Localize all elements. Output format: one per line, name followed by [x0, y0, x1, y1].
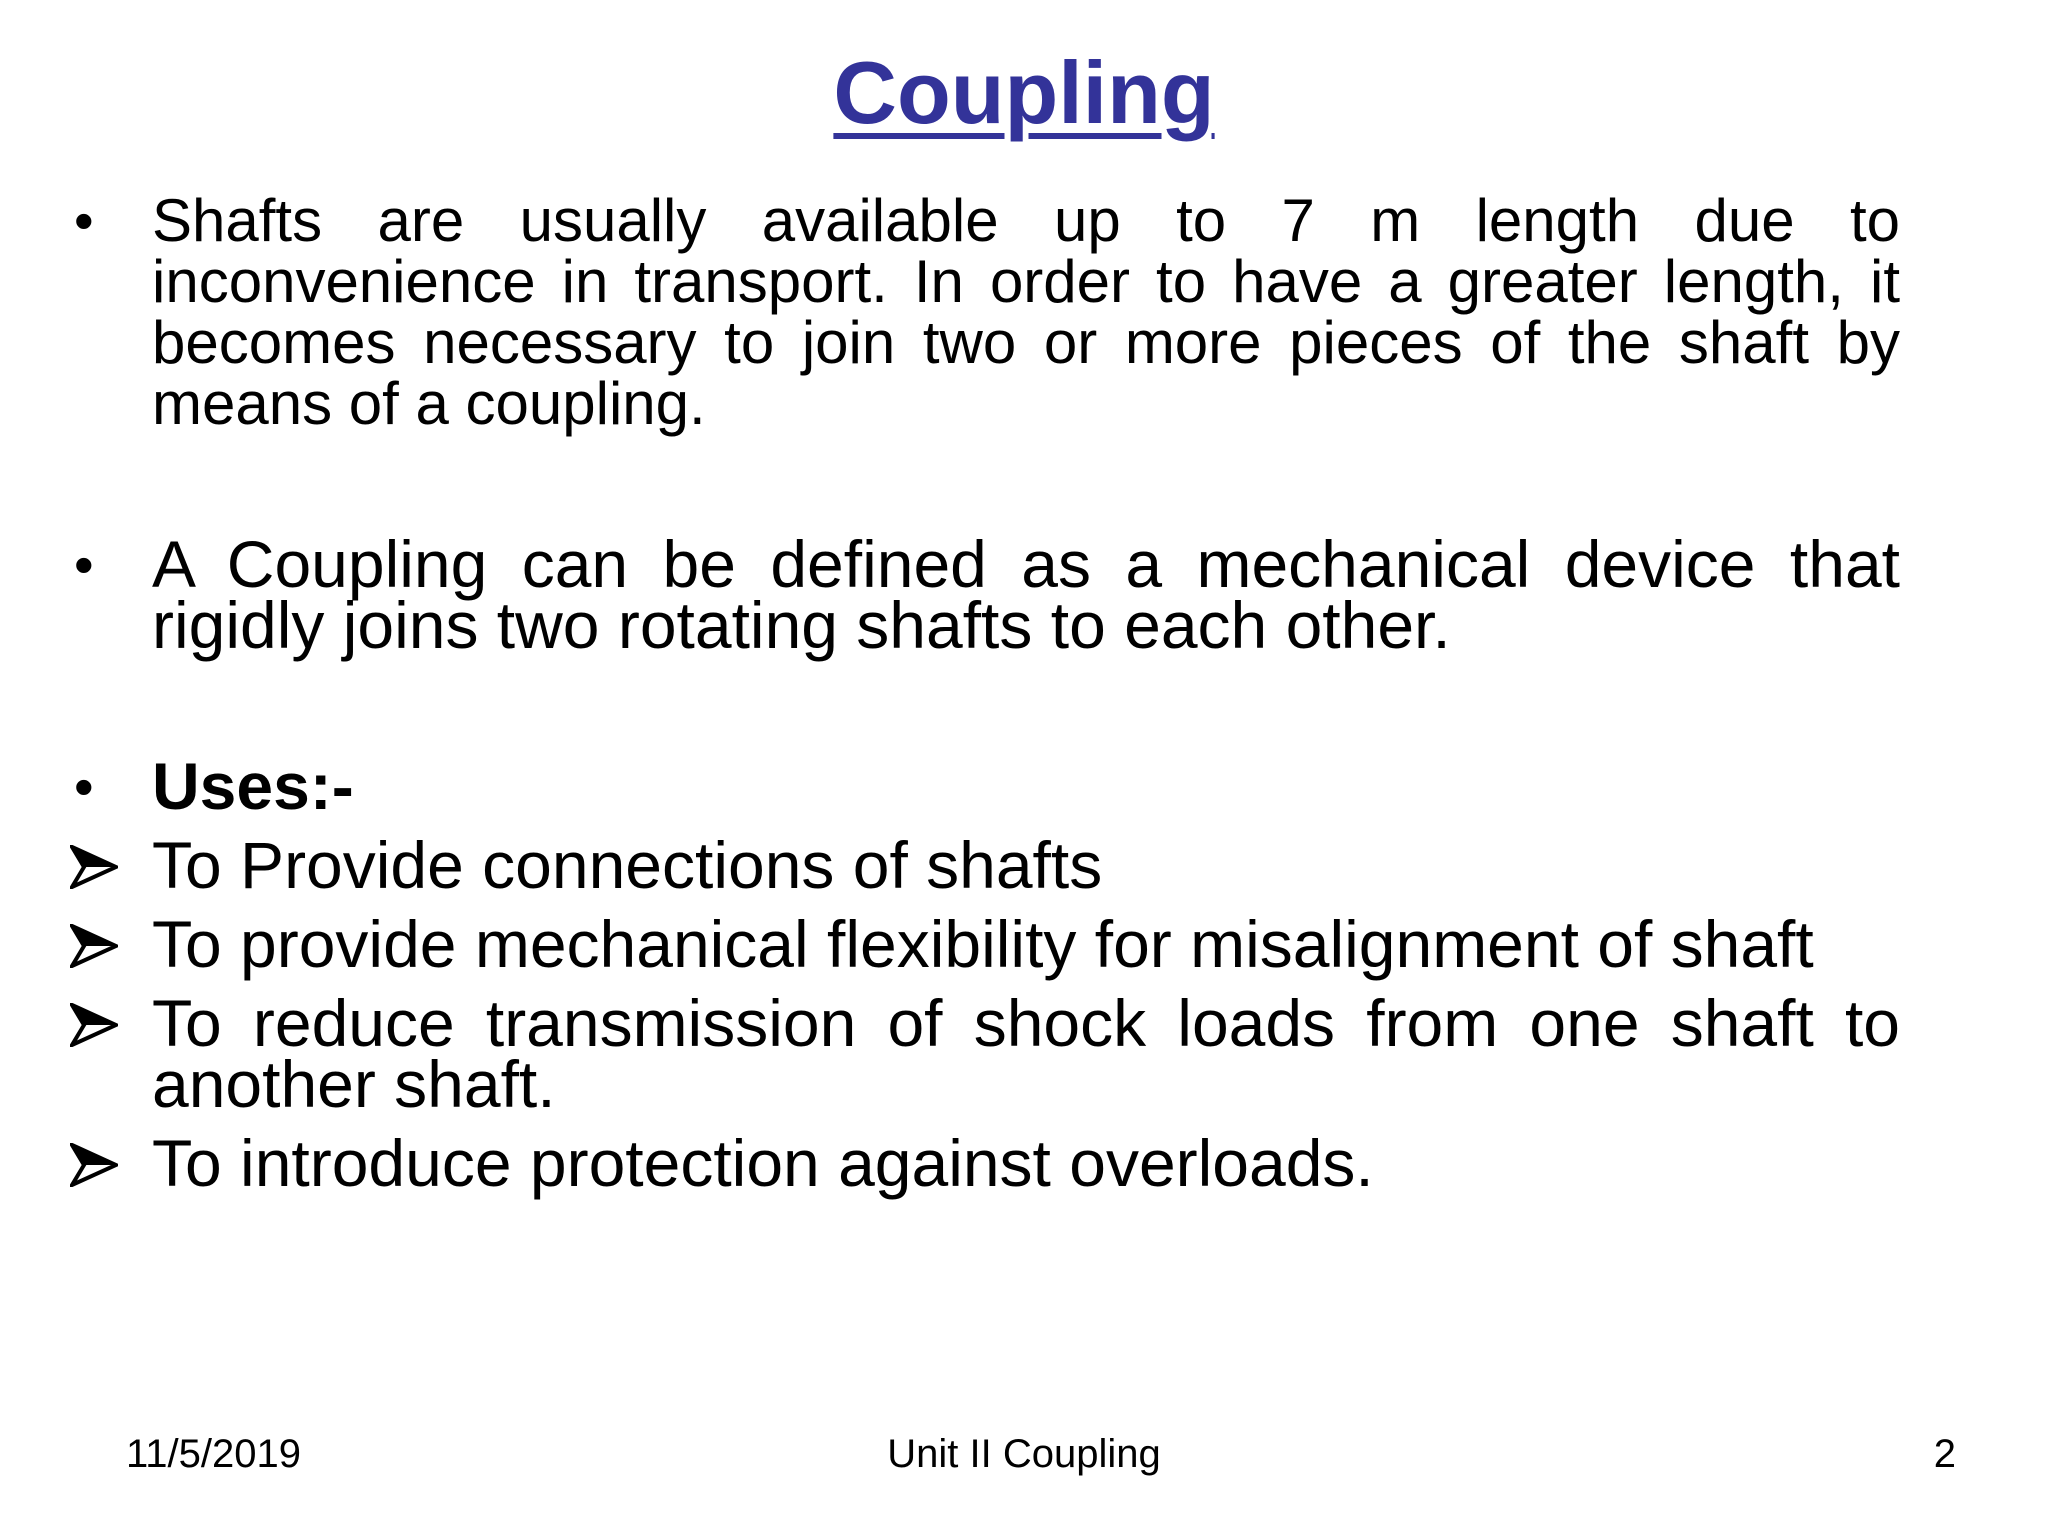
uses-text: To Provide connections of shafts	[152, 828, 1103, 902]
bullet-text: Shafts are usually available up to 7 m length due to inconvenience in transport. In order to have a greater length, it becomes necessary to join two or more pieces of the shaft by means of a coupling.	[152, 187, 1900, 437]
uses-text: To provide mechanical flexibility for misalignment of shaft	[152, 907, 1814, 981]
uses-text: To introduce protection against overloads.	[152, 1126, 1374, 1200]
bullet-text: A Coupling can be defined as a mechanical device that rigidly joins two rotating shafts to each other.	[152, 527, 1900, 662]
bullet-item	[70, 527, 1900, 662]
bullet-item	[70, 187, 1900, 437]
slide-body	[70, 187, 1900, 1200]
page-number: 2	[1933, 1432, 1956, 1476]
uses-heading: Uses:-	[152, 749, 354, 823]
uses-item	[70, 828, 1900, 902]
bullet-dot-icon: •	[74, 755, 94, 818]
slide-title: Coupling	[833, 43, 1215, 142]
arrow-bullet-icon	[70, 835, 140, 889]
footer-title: Unit II Coupling	[887, 1432, 1161, 1476]
arrow-bullet-icon	[70, 993, 140, 1047]
footer-date: 11/5/2019	[126, 1432, 301, 1476]
uses-item	[70, 907, 1900, 981]
uses-item	[70, 986, 1900, 1121]
bullet-dot-icon: •	[74, 533, 94, 596]
bullet-item	[70, 749, 1900, 823]
bullet-dot-icon: •	[74, 189, 94, 252]
arrow-bullet-icon	[70, 914, 140, 968]
uses-text: To reduce transmission of shock loads from one shaft to another shaft.	[152, 986, 1900, 1121]
uses-item	[70, 1126, 1900, 1200]
arrow-bullet-icon	[70, 1133, 140, 1187]
